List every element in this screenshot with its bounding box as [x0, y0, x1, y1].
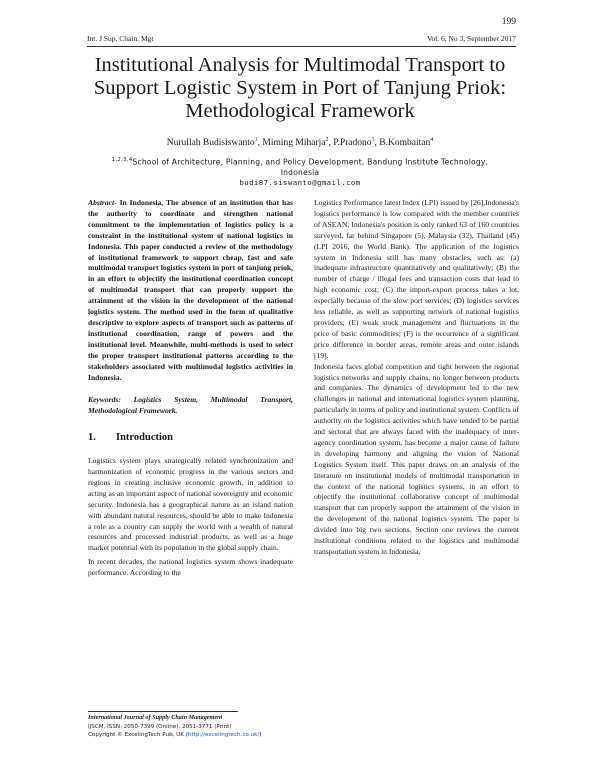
author-sup: 4 [430, 137, 434, 143]
abstract-label: Abstract- [88, 198, 117, 207]
footnote-issn: IJSCM, ISSN: 2050-7399 (Online), 2051-3771 (Print) [88, 723, 232, 730]
body-paragraph: Indonesia faces global competition and tight between the regional logistics networks and supply chains, no longer between products and companies. The dynamics of development led to the new challenges in national and international logistics system planning, particularly in terms of policy and institutional system. Conflicts of authority on the logistics activities which have tended to be partial and sectoral that are always faced with the inadequacy of inter-agency coordination system, has become a major cause of failure in developing harmony and aligning the vision of National Logistics System itself. This paper draws on an analysis of the literature on institutional models of multimodal transportation in the context of the national logistics systems, in an effort to objectify the institutional collaborative concept of multimodal transport that can properly support the attainment of the vision in the development of the national logistics system. The paper is divided into big two sections. Section one reviews the current institutional conditions related to the logistics and multimodal transportation system in Indonesia, [314, 361, 519, 556]
body-paragraph: Logistics system plays strategically related synchronization and harmonization of economic progress in the various sectors and regions in creating inclusive economic growth, in addition to acting as an important aspect of national sovereignty and economic security. Indonesia has a geographical nature as an island nation with abundant natural resources, should be able to make Indonesia a role as a country can supply the world with a wealth of natural resources and processed industrial products, as well as a huge market potential with its population in the global supply chain. [88, 456, 293, 553]
left-column [88, 198, 293, 579]
footnote-copyright [88, 731, 308, 740]
author-list: Nurullah Budisiswanto$^1$, Miming Miharja$^2$, P.Pradono$^3$, B.Kombaitan$^4$ [166, 137, 434, 149]
affiliation-sup: 1,2,3,4 [111, 157, 133, 163]
author-name: Nurullah Budisiswanto [166, 138, 255, 149]
section-number: 1. [88, 432, 96, 444]
affiliation [110, 155, 490, 178]
body-paragraph: In recent decades, the national logistics system shows inadequate performance. According to the [88, 557, 293, 578]
publisher-link[interactable]: http://excelingtech.co.uk/ [187, 732, 260, 739]
running-head-issue: Vol. 6, No 3, September 2017 [426, 34, 516, 43]
abstract-text: In Indonesia, The absence of an institution that has the authority to coordinate and strengthen national commitment to the implementation of logistics policy is a constraint in the institutional system of national logistics in Indonesia. This paper conducted a review of the methodology of institutional framework to support cheap, fast and safe multimodal transport logistics system in port of tanjung priok, in an effort to objectify the institutional coordination concept of multimodal transport that can properly support the attainment of the vision in the development of the national logistics system. The method used in the form of qualitative descriptive to explore aspects of transport such as patterns of institutional coordination, range of powers and the institutional level. Meanwhile, multi-methods is used to select the proper transport institutional patterns according to the stakeholders associated with multimodal logistics activities in Indonesia. [88, 198, 293, 382]
abstract [88, 198, 293, 383]
author-name: B.Kombaitan [379, 138, 431, 149]
author-sup: 2 [325, 137, 329, 143]
author-sup: 1 [254, 137, 258, 143]
author-sup: 3 [371, 137, 375, 143]
author-name: P.Pradono [333, 138, 372, 149]
section-heading [88, 433, 293, 444]
copyright-text: Copyright © ExcelingTech Pub, UK ( [88, 732, 188, 739]
running-head-journal: Int. J Sup. Chain. Mgt [87, 34, 154, 43]
footnote-journal: International Journal of Supply Chain Management [88, 714, 223, 721]
journal-footnote [88, 711, 308, 740]
footnote-rule [88, 711, 238, 712]
body-paragraph: Logistics Performance latest Index (LPI) issued by [26],Indonesia's logistics performance is low compared with the member countries of ASEAN, Indonesia's position is only ranked 63 of 160 countries surveyed, far behind Singapore (5), Malaysia (32), Thailand (45) (LPI 2016, the World Bank). The application of the logistics system in Indonesia still has many obstacles, such as: (a) inadequate infrastructure quantitatively and qualitatively; (B) the number of charge / illegal fees and transaction costs that lead to high economic cost; (C) the import-export process takes a lot, especially because of the slow port services; (D) logistics services less reliable, as well as supporting network of national logistics providers; (E) weak stock management and fluctuations in the price of basic commodities; (F) is the occurrence of a significant price difference in border areas, remote areas and outer islands [19]. [314, 198, 519, 360]
paper-title: Institutional Analysis for Multimodal Transport to Support Logistic System in Port of Tanjung Priok: Methodological Framework [93, 54, 507, 122]
affiliation-text: School of Architecture, Planning, and Policy Development, Bandung Institute Technology, Indonesia [132, 157, 489, 177]
section-title: Introduction [116, 432, 173, 444]
author-email: budi87.siswanto@gmail.com [239, 178, 361, 187]
page-number: 199 [501, 17, 516, 27]
header-rule [87, 46, 516, 47]
keywords: Keywords: Logistics System, Multimodal Transport, Methodological Framework. [88, 395, 293, 416]
right-column [314, 198, 519, 558]
copyright-close: ) [259, 732, 262, 739]
author-name: Miming Miharja [262, 138, 326, 149]
